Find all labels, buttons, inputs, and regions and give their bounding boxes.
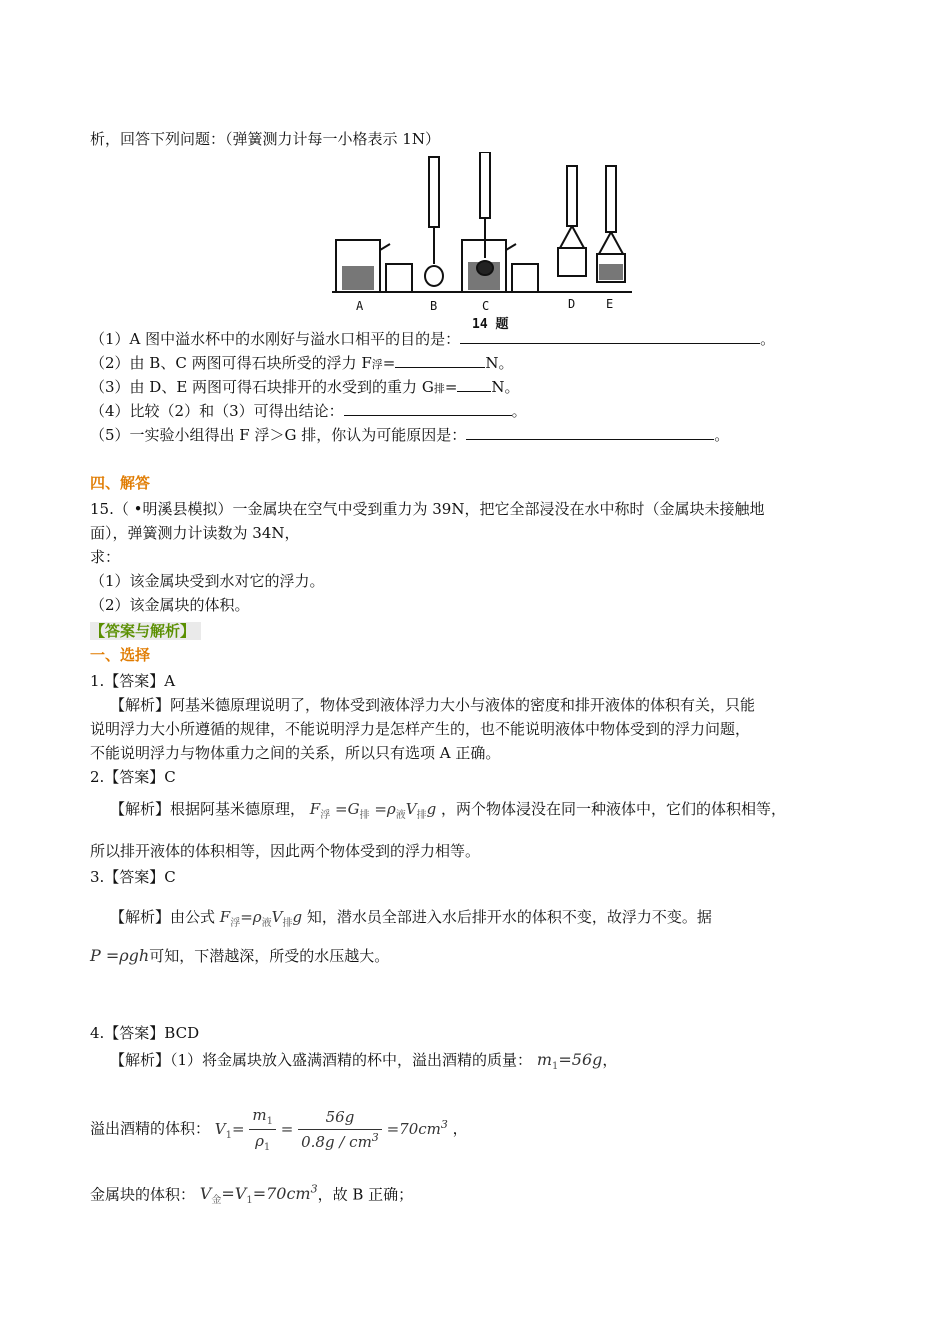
fig-label-e: E xyxy=(606,297,614,311)
blank[interactable] xyxy=(460,329,760,344)
mass-formula: $m_1=56g$ xyxy=(536,1050,603,1073)
q15-sub1: （1）该金属块受到水对它的浮力。 xyxy=(90,572,325,590)
a3-exp2: P =ρgh可知，下潜越深，所受的水压越大。 xyxy=(90,946,390,965)
a4-exp1: 【解析】（1）将金属块放入盛满酒精的杯中，溢出酒精的质量： $m_1=56g$， xyxy=(110,1050,618,1073)
a2-exp2: 所以排开液体的体积相等，因此两个物体受到的浮力相等。 xyxy=(90,842,481,860)
a1-exp2: 说明浮力大小所遵循的规律，不能说明浮力是怎样产生的，也不能说明液体中物体受到的浮力问题， xyxy=(90,720,751,738)
q15-line1: 15.（ •明溪县模拟）一金属块在空气中受到重力为 39N，把它全部浸没在水中称时（金属块未接触地 xyxy=(90,500,765,518)
buoyancy-formula: $F_浮 =G_排 =\rho_液V_排g$ xyxy=(309,800,437,821)
q14-3: （3）由 D、E 两图可得石块排开的水受到的重力 G排= N。 xyxy=(90,378,520,396)
a1-exp1: 【解析】阿基米德原理说明了，物体受到液体浮力大小与液体的密度和排开液体的体积有关，只能 xyxy=(110,696,756,714)
fig-label-c: C xyxy=(482,299,490,313)
blank[interactable] xyxy=(395,353,485,368)
fig-label-d: D xyxy=(568,297,576,311)
a2-exp1: 【解析】根据阿基米德原理， $F_浮 =G_排 =\rho_液V_排g$ ，两个物体浸没在同一种液体中，它们的体积相等， xyxy=(110,800,786,821)
a3-exp1: 【解析】由公式 $F_浮=\rho_液V_排g$ 知，潜水员全部进入水后排开水的体积不变，故浮力不变。据 xyxy=(110,908,712,929)
pressure-formula: P =ρgh xyxy=(90,946,150,965)
a1-exp3: 不能说明浮力与物体重力之间的关系，所以只有选项 A 正确。 xyxy=(90,744,501,762)
metal-volume-formula: $V_金=V_1=70cm^3$ xyxy=(199,1183,318,1207)
a2-answer: 2.【答案】C xyxy=(90,768,176,786)
section-heading-1: 一、选择 xyxy=(90,646,151,664)
fig-label-a: A xyxy=(356,299,364,313)
fig-caption: 14 题 xyxy=(472,317,509,330)
q15-line3: 求： xyxy=(90,548,121,566)
answers-title: 【答案与解析】 xyxy=(90,620,201,643)
buoyancy-formula-2: $F_浮=\rho_液V_排g$ xyxy=(219,908,303,929)
volume-formula: $V_1=$ $\frac{m_1}{\rho_1}$ = $\frac{56g}{0.8g / cm^3}$ $=70cm^3$ xyxy=(214,1106,448,1153)
q14-1: （1）A 图中溢水杯中的水刚好与溢水口相平的目的是： 。 xyxy=(90,330,776,348)
blank[interactable] xyxy=(466,425,714,440)
section-heading-4: 四、解答 xyxy=(90,474,151,492)
a4-answer: 4.【答案】BCD xyxy=(90,1024,200,1042)
blank[interactable] xyxy=(457,377,491,392)
experiment-figure xyxy=(332,152,632,330)
a1-answer: 1.【答案】A xyxy=(90,672,176,690)
q15-line2: 面），弹簧测力计读数为 34N， xyxy=(90,524,300,542)
a3-answer: 3.【答案】C xyxy=(90,868,176,886)
blank[interactable] xyxy=(344,401,512,416)
q14-2: （2）由 B、C 两图可得石块所受的浮力 F浮= N。 xyxy=(90,354,514,372)
intro-text: 析，回答下列问题：（弹簧测力计每一小格表示 1N） xyxy=(90,130,440,148)
a4-metal-volume: 金属块的体积： $V_金=V_1=70cm^3$，故 B 正确； xyxy=(90,1183,414,1207)
q14-5: （5）一实验小组得出 F 浮＞G 排，你认为可能原因是： 。 xyxy=(90,426,730,444)
fig-label-b: B xyxy=(430,299,438,313)
q15-sub2: （2）该金属块的体积。 xyxy=(90,596,250,614)
a4-volume: 溢出酒精的体积： $V_1=$ $\frac{m_1}{\rho_1}$ = $\frac{56g}{0.8g / cm^3}$ $=70cm^3$ ， xyxy=(90,1106,468,1153)
q14-4: （4）比较（2）和（3）可得出结论： 。 xyxy=(90,402,527,420)
